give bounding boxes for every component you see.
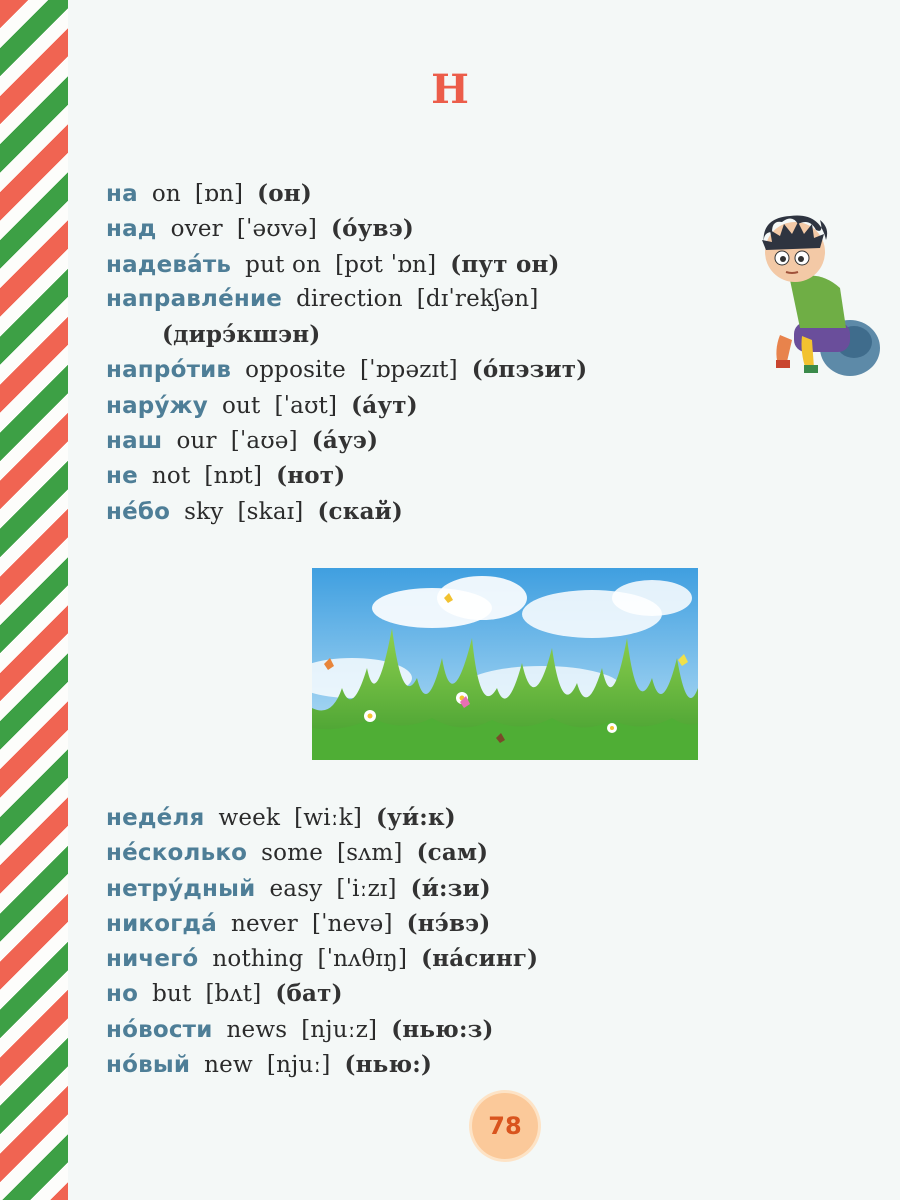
pronunciation: (уи́:к): [376, 804, 456, 831]
transcription: [sʌm]: [337, 840, 403, 867]
pronunciation: (нáсинг): [421, 945, 539, 973]
transcription: [ɒn]: [194, 181, 244, 207]
transcription: [ˈaʊə]: [230, 428, 298, 455]
russian-word: нетрýдный: [106, 875, 256, 902]
russian-word: нарýжу: [106, 392, 208, 419]
russian-word: недéля: [106, 805, 205, 831]
english-word: week: [218, 805, 281, 831]
russian-word: над: [106, 216, 157, 243]
english-word: on: [151, 181, 181, 207]
pronunciation: (óпэзит): [471, 356, 588, 384]
russian-word: нóвости: [106, 1016, 213, 1043]
pronunciation: (áуэ): [311, 427, 379, 455]
russian-word: наш: [106, 428, 163, 455]
russian-word: ничегó: [106, 946, 199, 973]
english-word: some: [261, 840, 324, 867]
dictionary-entry: [106, 282, 601, 317]
word-list-top: [106, 176, 601, 529]
transcription: [skaɪ]: [237, 498, 304, 525]
pronunciation: (нот): [276, 462, 346, 490]
dictionary-entry: [106, 352, 601, 387]
pronunciation: (нью:): [344, 1051, 433, 1079]
dictionary-entry: [106, 800, 552, 835]
english-word: not: [151, 463, 191, 490]
transcription: [njuː]: [266, 1052, 331, 1079]
english-word: out: [221, 392, 261, 419]
transcription: [ˈnʌθɪŋ]: [317, 946, 408, 973]
pronunciation: (нэ́вэ): [406, 909, 491, 937]
english-word: new: [204, 1052, 253, 1079]
russian-word: направлéние: [106, 285, 283, 312]
pronunciation: (бат): [275, 980, 343, 1008]
boy-illustration: [750, 210, 890, 390]
dictionary-entry: [106, 871, 552, 906]
transcription: [dɪˈrekʃən]: [416, 285, 539, 312]
russian-word: нéсколько: [106, 840, 248, 867]
dictionary-entry: [106, 1012, 552, 1047]
dictionary-entry: [106, 976, 552, 1011]
pronunciation: (скай): [317, 497, 404, 525]
russian-word: никогдá: [106, 910, 217, 937]
dictionary-entry: [106, 211, 601, 246]
transcription: [ˈɒpəzɪt]: [359, 357, 458, 384]
section-letter: Н: [431, 66, 469, 113]
dictionary-entry: [106, 906, 552, 941]
english-word: easy: [269, 875, 323, 902]
english-word: our: [176, 428, 217, 455]
striped-border: [0, 0, 68, 1200]
pronunciation: (нью:з): [391, 1015, 494, 1043]
dictionary-entry: [106, 494, 601, 529]
dictionary-entry: [106, 423, 601, 458]
russian-word: напрóтив: [106, 357, 232, 384]
dictionary-entry: [106, 388, 601, 423]
pronunciation: (и́:зи): [410, 874, 491, 902]
english-word: put on: [245, 251, 322, 278]
pronunciation: (сам): [416, 839, 489, 867]
meadow-illustration: [312, 568, 698, 760]
russian-word: нéбо: [106, 498, 171, 525]
dictionary-entry: [106, 247, 601, 282]
dictionary-entry: [106, 176, 601, 211]
transcription: [nɒt]: [204, 463, 263, 490]
dictionary-entry-continuation: [106, 317, 601, 352]
pronunciation: (он): [257, 180, 312, 207]
pronunciation: (пут он): [450, 250, 560, 278]
pronunciation: (áут): [351, 391, 418, 419]
dictionary-entry: [106, 835, 552, 870]
transcription: [ˈiːzɪ]: [336, 875, 397, 902]
transcription: [wiːk]: [294, 805, 363, 831]
english-word: opposite: [245, 357, 346, 384]
transcription: [pʊt ˈɒn]: [335, 251, 437, 278]
russian-word: но: [106, 981, 139, 1008]
word-list-bottom: [106, 800, 552, 1082]
transcription: [ˈnevə]: [311, 910, 393, 937]
russian-word: нóвый: [106, 1052, 191, 1079]
transcription: [bʌt]: [205, 981, 262, 1008]
english-word: direction: [296, 285, 403, 312]
transcription: [ˈaʊt]: [274, 392, 338, 419]
pronunciation: (дирэ́кшэн): [162, 321, 321, 349]
transcription: [ˈəʊvə]: [236, 216, 317, 243]
dictionary-entry: [106, 458, 601, 493]
dictionary-entry: [106, 1047, 552, 1082]
russian-word: на: [106, 181, 138, 207]
english-word: news: [226, 1016, 288, 1043]
english-word: nothing: [212, 946, 304, 973]
page-number-badge: 78: [472, 1093, 538, 1159]
russian-word: надевáть: [106, 251, 232, 278]
pronunciation: (óувэ): [331, 215, 415, 243]
transcription: [njuːz]: [301, 1016, 378, 1043]
english-word: never: [230, 910, 298, 937]
english-word: over: [170, 216, 223, 243]
dictionary-entry: [106, 941, 552, 976]
russian-word: не: [106, 463, 138, 490]
english-word: but: [152, 981, 192, 1008]
english-word: sky: [184, 498, 224, 525]
